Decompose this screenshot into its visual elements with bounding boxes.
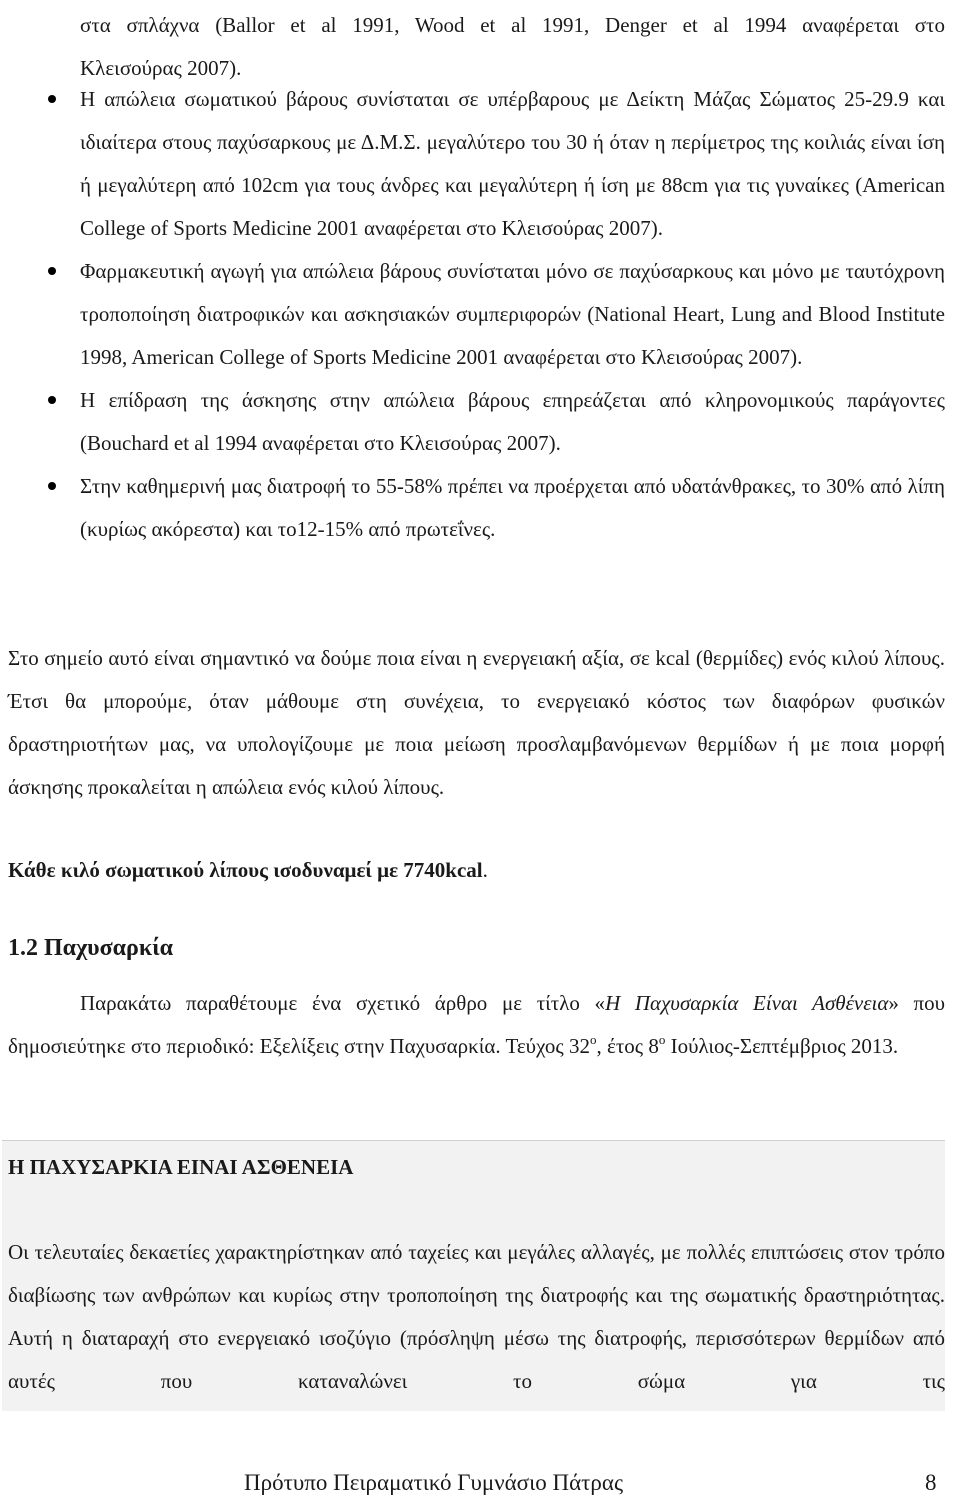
section-number: 1.2 bbox=[8, 935, 38, 961]
list-item-text: Στην καθημερινή μας διατροφή το 55-58% πρέπει να προέρχεται από υδατάνθρακες, το 30% από λίπη (κυρίως ακόρεστα) και το12-15% από πρωτεΐνες. bbox=[80, 474, 945, 541]
list-item bbox=[80, 465, 945, 551]
article-heading: Η ΠΑΧΥΣΑΡΚΙΑ ΕΙΝΑΙ ΑΣΘΕΝΕΙΑ bbox=[8, 1155, 354, 1179]
list-item-text: Η επίδραση της άσκησης στην απώλεια βάρους επηρεάζεται από κληρονομικούς παράγοντες (Bouchard et al 1994 αναφέρεται στο Κλεισούρας 2007). bbox=[80, 388, 945, 455]
intro-part-2: » που δημοσιεύτηκε στο περιοδικό: Εξελίξεις στην Παχυσαρκία. Τεύχος 32 bbox=[8, 991, 945, 1058]
list-item-text: Η απώλεια σωματικού βάρους συνίσταται σε υπέρβαρους με Δείκτη Μάζας Σώματος 25-29.9 και ιδιαίτερα στους παχύσαρκους με Δ.Μ.Σ. μεγαλύτερο του 30 ή όταν η περίμετρος της κοιλιάς είναι ίση ή μεγαλύτερη από 102cm για τους άνδρες και μεγαλύτερη ή ίση με 88cm για τις γυναίκες (American College of Sports Medicine 2001 αναφέρεται στο Κλεισούρας 2007). bbox=[80, 87, 945, 240]
bullet-icon bbox=[48, 482, 56, 490]
intro-part-1: Παρακάτω παραθέτουμε ένα σχετικό άρθρο με τίτλο « bbox=[80, 991, 606, 1015]
bold-statement-line bbox=[8, 849, 945, 892]
continuation-line-2: Κλεισούρας 2007). bbox=[80, 56, 242, 80]
section-heading bbox=[8, 935, 173, 962]
article-body: Οι τελευταίες δεκαετίες χαρακτηρίστηκαν από ταχείες και μεγάλες αλλαγές, με πολλές επιπτώσεις στον τρόπο διαβίωσης των ανθρώπων και κυρίως στην τροποποίηση της διατροφής και της σωματικής δραστηριότητας. Αυτή η διαταραχή στο ενεργειακό ισοζύγιο (πρόσληψη μέσω της διατροφής, περισσότερων θερμίδων από αυτές που καταναλώνει το σώμα για τις bbox=[8, 1240, 945, 1393]
bold-statement-period: . bbox=[482, 858, 488, 882]
footer-school: Πρότυπο Πειραματικό Γυμνάσιο Πάτρας bbox=[244, 1470, 624, 1495]
bullet-list bbox=[80, 78, 945, 551]
year-superscript: ο bbox=[658, 1032, 666, 1047]
article-box bbox=[2, 1140, 945, 1411]
page-number: 8 bbox=[925, 1470, 937, 1495]
bullet-icon bbox=[48, 95, 56, 103]
bullet-icon bbox=[48, 396, 56, 404]
intro-part-3: , έτος 8 bbox=[596, 1034, 659, 1058]
list-item bbox=[80, 379, 945, 465]
continuation-line-1: στα σπλάχνα (Ballor et al 1991, Wood et al 1991, Denger et al 1994 αναφέρεται στο bbox=[80, 13, 945, 37]
list-item-text: Φαρμακευτική αγωγή για απώλεια βάρους συνίσταται μόνο σε παχύσαρκους και μόνο με ταυτόχρονη τροποποίηση διατροφικών και ασκησιακών συμπεριφορών (National Heart, Lung and Blood Institute 1998, American College of Sports Medicine 2001 αναφέρεται στο Κλεισούρας 2007). bbox=[80, 259, 945, 369]
issue-superscript: ο bbox=[590, 1032, 597, 1047]
intro-part-4: Ιούλιος-Σεπτέμβριος 2013. bbox=[665, 1034, 899, 1058]
list-item bbox=[80, 250, 945, 379]
energy-paragraph: Στο σημείο αυτό είναι σημαντικό να δούμε ποια είναι η ενεργειακή αξία, σε kcal (θερμίδες) ενός κιλού λίπους. Έτσι θα μπορούμε, όταν μάθουμε στη συνέχεια, το ενεργειακό κόστος των διαφόρων φυσικών δραστηριοτήτων μας, να υπολογίζουμε με ποια μείωση προσλαμβανόμενων θερμίδων ή με ποια μορφή άσκησης προκαλείται η απώλεια ενός κιλού λίπους. bbox=[8, 646, 945, 799]
intro-paragraph bbox=[8, 982, 945, 1070]
list-item bbox=[80, 78, 945, 250]
bold-statement: Κάθε κιλό σωματικού λίπους ισοδυναμεί με 7740kcal bbox=[8, 858, 483, 882]
section-title: Παχυσαρκία bbox=[44, 935, 174, 961]
article-title: Η Παχυσαρκία Είναι Ασθένεια bbox=[605, 991, 889, 1015]
bullet-icon bbox=[48, 267, 56, 275]
